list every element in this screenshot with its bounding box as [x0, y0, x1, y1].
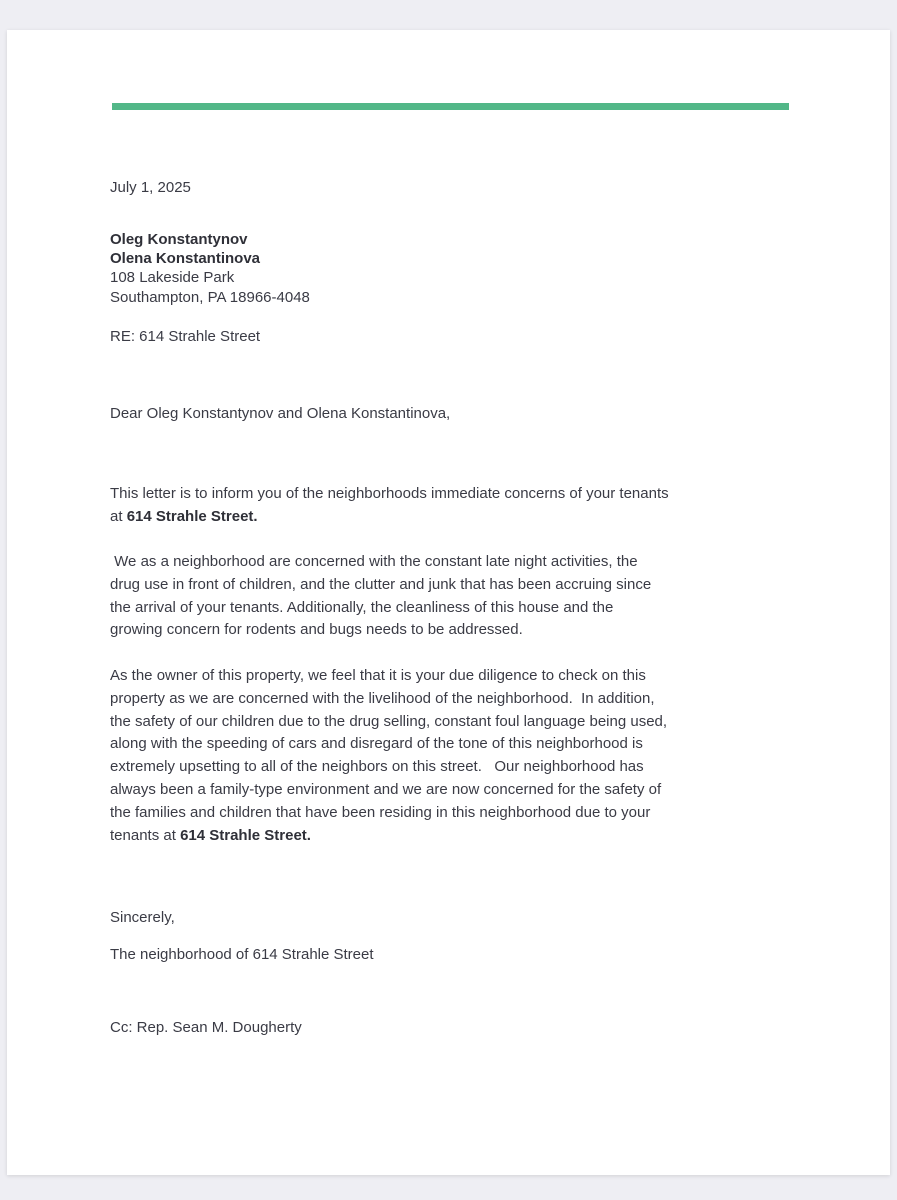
re-line: RE: 614 Strahle Street: [110, 328, 261, 345]
paragraph-3: [110, 665, 670, 847]
signature: The neighborhood of 614 Strahle Street: [110, 946, 374, 963]
paragraph-2-text: We as a neighborhood are concerned with the constant late night activities, the drug use in front of children, and the clutter and junk that has been accruing since the arrival of your tenants. Additionally, the cleanliness of this house and the growing concern for rodents and bugs needs to be addressed.: [110, 553, 656, 639]
paragraph-3-text: As the owner of this property, we feel that it is your due diligence to check on this property as we are concerned with the livelihood of the neighborhood. In addition, the safety of our children due to the drug selling, constant foul language being used, along with the speeding of cars and disregard of the tone of this neighborhood is extremely upsetting to all of the neighbors on this street. Our neighborhood has always been a family-type environment and we are now concerned for the safety of the families and children that have been residing in this neighborhood due to your tenants at: [110, 667, 672, 844]
paragraph-1-text: This letter is to inform you of the neighborhoods immediate concerns of your tenants at: [110, 485, 669, 525]
salutation: Dear Oleg Konstantynov and Olena Konstantinova,: [110, 405, 451, 422]
recipient-name-1: Oleg Konstantynov: [110, 231, 248, 248]
closing: Sincerely,: [110, 909, 175, 926]
letter-page: [7, 30, 890, 1175]
paragraph-3-address: 614 Strahle Street.: [180, 826, 311, 844]
paragraph-2: [110, 551, 670, 642]
address-line-1: 108 Lakeside Park: [110, 269, 235, 286]
address-line-2: Southampton, PA 18966-4048: [110, 289, 310, 306]
paragraph-1-address: 614 Strahle Street.: [126, 507, 258, 525]
recipient-name-2: Olena Konstantinova: [110, 250, 261, 267]
accent-rule: [112, 103, 789, 110]
paragraph-1: [110, 483, 670, 529]
letter-date: July 1, 2025: [110, 179, 191, 196]
cc-line: Cc: Rep. Sean M. Dougherty: [110, 1019, 302, 1036]
